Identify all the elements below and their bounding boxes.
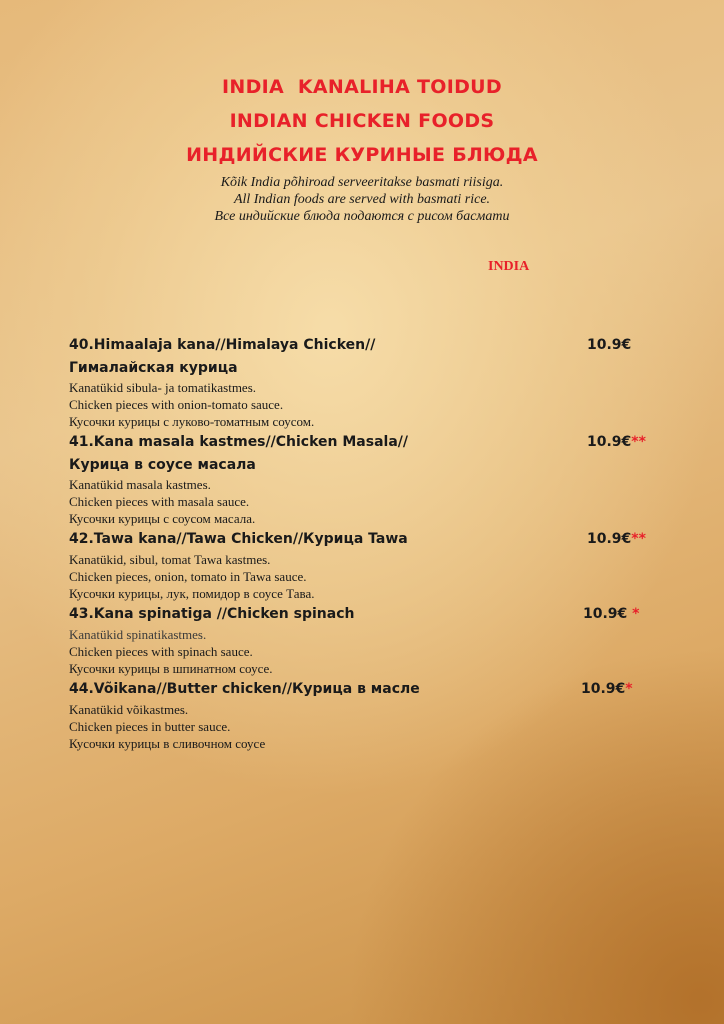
item-title: 40.Himaalaja kana//Himalaya Chicken// [69, 337, 376, 353]
item-desc-estonian: Kanatükid, sibul, tomat Tawa kastmes. [69, 552, 271, 567]
item-title: 42.Tawa kana//Tawa Chicken//Курица Tawa [69, 531, 408, 547]
item-title: 44.Võikana//Butter chicken//Курица в масле [69, 681, 420, 697]
rice-note-estonian: Kõik India põhiroad serveeritakse basmati riisiga. [220, 175, 504, 190]
menu-item-43 [69, 602, 669, 677]
spice-level: ** [631, 434, 646, 450]
spice-level: * [625, 681, 633, 697]
country-label: INDIA [488, 259, 530, 274]
item-desc-russian: Кусочки курицы в сливочном соусе [69, 736, 266, 751]
spice-level: ** [631, 531, 646, 547]
item-price: 10.9€ [587, 337, 632, 353]
menu-item-40 [69, 333, 669, 430]
item-price: 10.9€ [581, 681, 626, 697]
menu-item-41 [69, 430, 669, 527]
item-price-group [587, 527, 646, 551]
item-price: 10.9€ [587, 531, 632, 547]
item-desc-english: Chicken pieces with onion-tomato sauce. [69, 397, 284, 412]
rice-note-english: All Indian foods are served with basmati rice. [233, 192, 491, 207]
item-desc-english: Chicken pieces, onion, tomato in Tawa sauce. [69, 569, 307, 584]
item-desc-english: Chicken pieces with spinach sauce. [69, 644, 253, 659]
item-title: 43.Kana spinatiga //Chicken spinach [69, 606, 355, 622]
item-desc-russian: Кусочки курицы с луково-томатным соусом. [69, 414, 315, 429]
heading-russian: ИНДИЙСКИЕ КУРИНЫЕ БЛЮДА [186, 144, 538, 166]
item-desc-russian: Кусочки курицы, лук, помидор в соусе Тава. [69, 586, 315, 601]
rice-note-russian: Все индийские блюда подаются с рисом басмати [214, 209, 510, 224]
menu-item-42 [69, 527, 669, 602]
heading-english: INDIAN CHICKEN FOODS [229, 110, 495, 132]
item-desc-english: Chicken pieces with masala sauce. [69, 494, 250, 509]
item-desc-estonian: Kanatükid võikastmes. [69, 702, 189, 717]
item-desc-estonian: Kanatükid masala kastmes. [69, 477, 211, 492]
item-title-russian: Гималайская курица [69, 360, 238, 376]
item-desc-estonian: Kanatükid spinatikastmes. [69, 627, 207, 642]
item-desc-russian: Кусочки курицы с соусом масала. [69, 511, 256, 526]
item-price-group [587, 333, 631, 357]
item-price: 10.9€ [587, 434, 632, 450]
menu-item-44 [69, 677, 669, 752]
item-title: 41.Kana masala kastmes//Chicken Masala// [69, 434, 408, 450]
spice-level: * [627, 606, 640, 622]
menu-header [0, 70, 724, 225]
item-desc-estonian: Kanatükid sibula- ja tomatikastmes. [69, 380, 257, 395]
menu-items [69, 333, 669, 752]
heading-estonian: INDIA KANALIHA TOIDUD [222, 76, 502, 98]
item-price-group [581, 677, 633, 701]
item-title-russian: Курица в соусе масала [69, 457, 256, 473]
item-desc-english: Chicken pieces in butter sauce. [69, 719, 231, 734]
item-price: 10.9€ [583, 606, 628, 622]
item-price-group [583, 602, 640, 626]
item-desc-russian: Кусочки курицы в шпинатном соусе. [69, 661, 273, 676]
item-price-group [587, 430, 646, 454]
